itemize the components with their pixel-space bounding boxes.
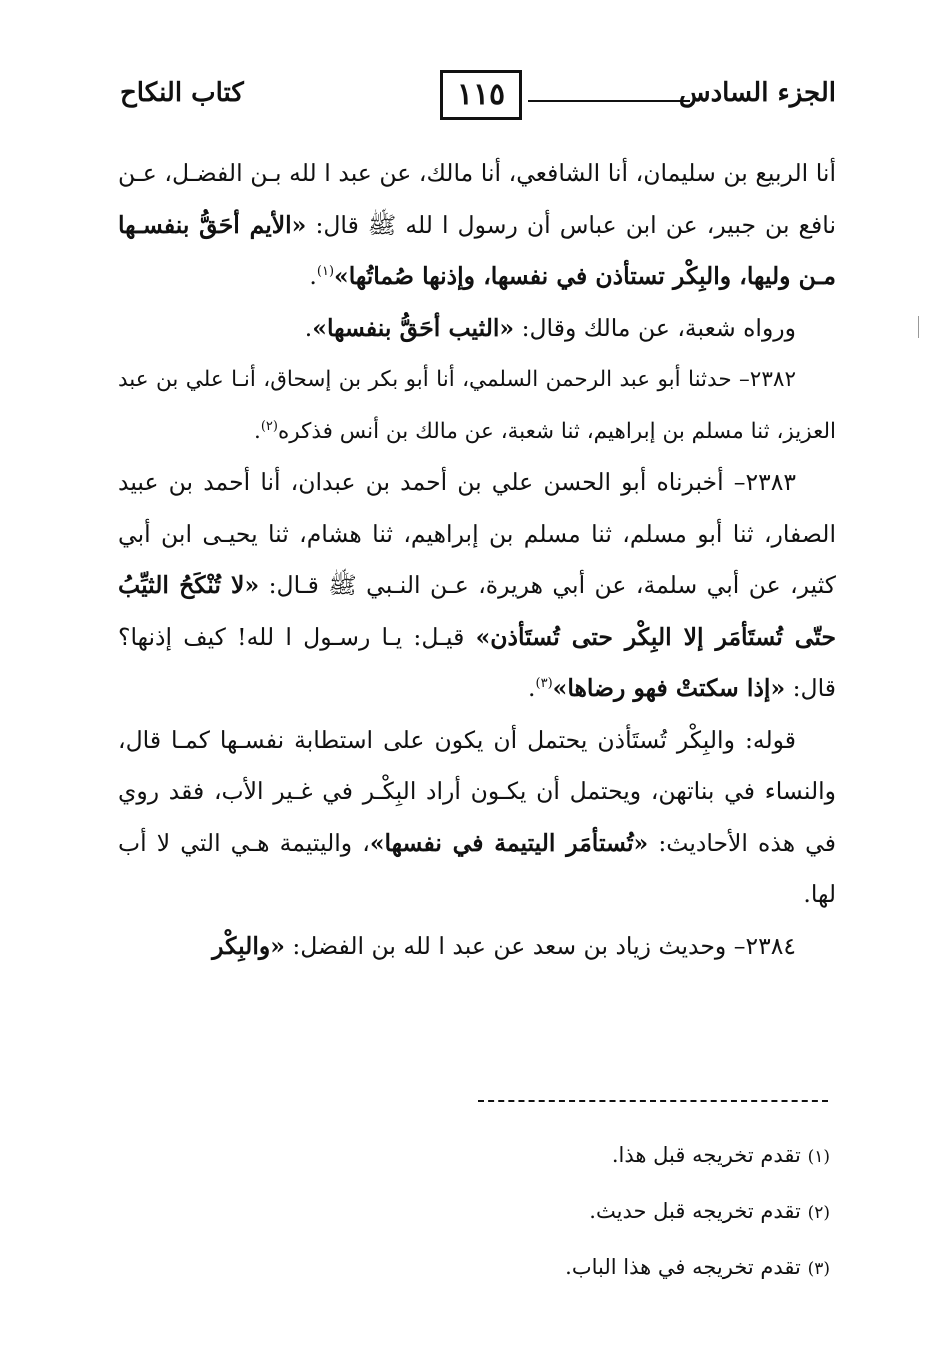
header-rule-right <box>528 100 690 102</box>
paragraph-4-end: . <box>528 674 536 702</box>
footnote-ref-2[interactable]: (٢) <box>260 418 278 434</box>
footnote-3 <box>420 1240 830 1296</box>
paragraph-2-text: ورواه شعبة، عن مالك وقال: <box>514 313 796 342</box>
paragraph-6-text: ٢٣٨٤– وحديث زياد بن سعد عن عبد ا لله بن الفضل: <box>284 931 796 960</box>
paragraph-2 <box>118 303 836 355</box>
hadith-quote-6: «والبِكْر <box>212 931 285 960</box>
paragraph-1-end: . <box>309 262 317 290</box>
paragraph-4-middle: قيـل: يـا رسـول ا لله! كيف إذنها؟ قال: <box>118 622 836 702</box>
paragraph-4 <box>118 457 836 715</box>
footnote-1 <box>420 1128 830 1184</box>
paragraph-1 <box>118 148 836 303</box>
footnotes <box>420 1128 830 1296</box>
footnote-1-text: تقدم تخريجه قبل هذا. <box>611 1143 801 1167</box>
hadith-quote-5: «تُستأمَر اليتيمة في نفسها» <box>369 828 649 857</box>
hadith-quote-1: «الأيم أحَقُّ بنفسـها مـن وليها، والبِكْر تستأذن في نفسها، وإذنها صُماتُها» <box>118 210 836 290</box>
hadith-quote-2: «الثيب أحَقُّ بنفسها» <box>312 313 515 342</box>
paragraph-6 <box>118 921 836 973</box>
paragraph-5-end: ، واليتيمة هـي التي لا أب لها. <box>118 828 836 908</box>
main-text <box>118 148 836 972</box>
page-header <box>120 70 836 128</box>
footnote-ref-3[interactable]: (٣) <box>535 676 553 692</box>
hadith-quote-4: «إذا سكتتْ فهو رضاها» <box>552 674 786 702</box>
footnote-3-text: تقدم تخريجه في هذا الباب. <box>565 1255 801 1279</box>
hadith-quote-3: «لا تُنْكَحُ الثيِّبُ حتّى تُستَأمَر إلا البِكْر حتى تُستَأذن» <box>118 571 836 651</box>
footnote-1-number: (١) <box>807 1147 830 1167</box>
footnote-ref-1[interactable]: (١) <box>316 264 335 280</box>
paragraph-5-text: قوله: والبِكْر تُستَأذن يحتمل أن يكون على استطابة نفسـها كمـا قال، والنساء في بناتهن، ويحتمل أن يكـون أراد البِكْـر في غـير الأب، فقد روي في هذه الأحاديث: <box>118 725 836 857</box>
footnote-2 <box>420 1184 830 1240</box>
footnote-2-number: (٢) <box>807 1203 830 1223</box>
paragraph-4-text: ٢٣٨٣– أخبرناه أبو الحسن علي بن أحمد بن عبدان، أنا أحمد بن عبيد الصفار، ثنا أبو مسلم، ثنا مسلم بن إبراهيم، ثنا هشام، ثنا يحيـى ابن أبي كثير، عن أبي سلمة، عن أبي هريرة، عـن النـبي ﷺ قـال: <box>118 468 836 599</box>
paragraph-2-end: . <box>304 313 313 342</box>
paragraph-5 <box>118 715 836 921</box>
footnote-separator <box>478 1100 828 1102</box>
book-title: كتاب النكاح <box>120 78 244 108</box>
page-number: ١١٥ <box>440 70 522 120</box>
scan-mark <box>918 316 920 338</box>
footnote-3-number: (٣) <box>807 1259 830 1279</box>
footnote-2-text: تقدم تخريجه قبل حديث. <box>589 1199 801 1223</box>
paragraph-3 <box>118 354 836 457</box>
paragraph-1-text: أنا الربيع بن سليمان، أنا الشافعي، أنا مالك، عن عبد ا لله بـن الفضـل، عـن نافع بن جبير، عن ابن عباس أن رسول ا لله ﷺ قال: <box>118 159 836 239</box>
paragraph-3-end: . <box>253 418 261 444</box>
volume-title: الجزء السادس <box>678 78 836 108</box>
paragraph-3-text: ٢٣٨٢– حدثنا أبو عبد الرحمن السلمي، أنا أبو بكر بن إسحاق، أنـا علي بن عبد العزيز، ثنا مسلم بن إبراهيم، ثنا شعبة، عن مالك بن أنس فذكره <box>118 367 836 444</box>
